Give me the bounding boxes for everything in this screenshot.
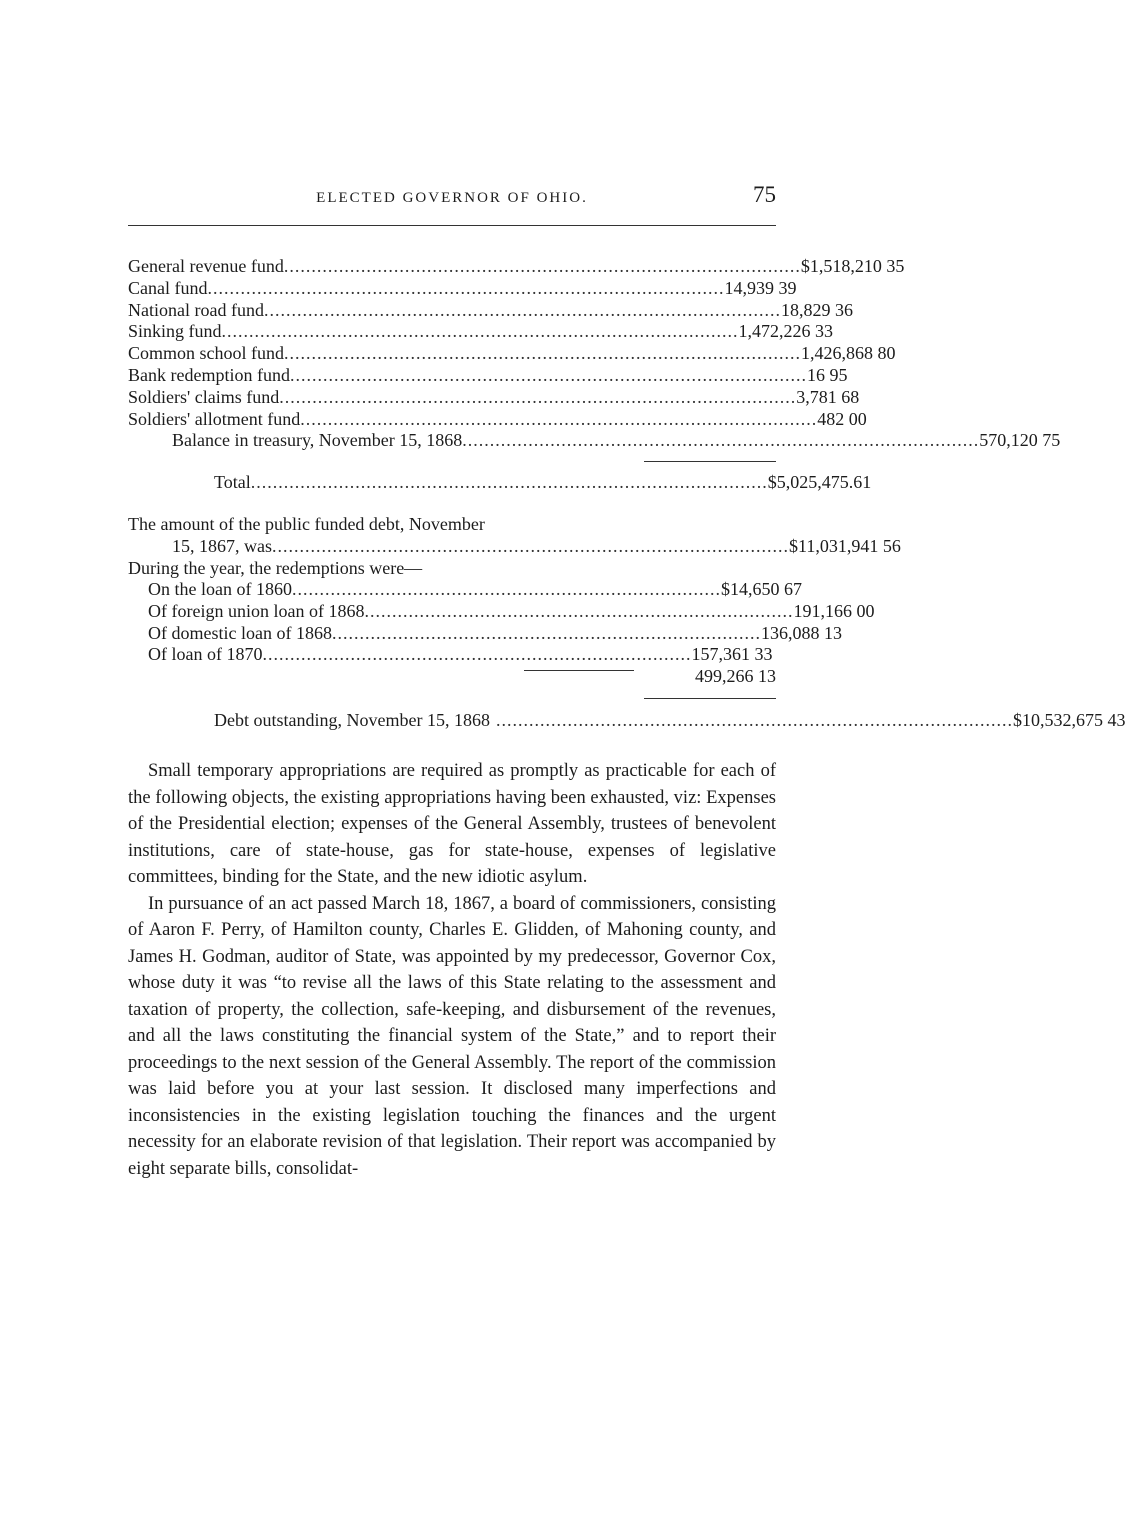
total-amount: $5,025,475.61 <box>767 472 872 492</box>
redemption-row <box>148 600 875 623</box>
ledger-row <box>128 256 905 278</box>
fund-label: Soldiers' allotment fund <box>128 408 301 429</box>
debt-intro-amount: $11,031,941 56 <box>789 535 901 556</box>
debt-intro-line <box>128 514 776 536</box>
leader-dots: .............................................................................................. <box>289 364 807 385</box>
fund-label: Common school fund <box>128 343 284 364</box>
redemption-amount: 191,166 00 <box>793 600 875 621</box>
redemption-row <box>148 579 802 601</box>
redemption-label: Of loan of 1870 <box>148 644 263 665</box>
fund-label: Balance in treasury, November 15, 1868 <box>172 430 463 451</box>
body-text <box>128 758 776 1182</box>
ledger-row <box>128 430 1061 452</box>
leader-dots: .............................................................................................. <box>284 343 801 364</box>
ledger-row <box>128 408 867 431</box>
redemption-label: Of foreign union loan of 1868 <box>148 600 365 621</box>
redemption-row <box>148 622 842 645</box>
fund-amount: 1,472,226 33 <box>738 321 834 342</box>
leader-dots: .............................................................................................. <box>250 472 768 492</box>
fund-label: General revenue fund <box>128 256 284 276</box>
redemption-label: Of domestic loan of 1868 <box>148 622 332 643</box>
ledger-row <box>128 364 848 387</box>
redemptions-list <box>148 579 875 666</box>
paragraph: Small temporary appropriations are required as promptly as practicable for each of the following objects, the existing appropriations having been exhausted, viz: Expenses of the Presidential election; expenses of the General Assembly, trustees of benevolent institutions, care of state-house, gas for state-house, expenses of legislative committees, binding for the State, and the new idiotic asylum. <box>128 761 776 887</box>
outstanding-amount: $10,532,675 43 <box>1012 710 1125 730</box>
leader-dots: .............................................................................. <box>364 600 794 621</box>
leader-dots: .............................................................................. <box>291 579 721 599</box>
fund-amount: 16 95 <box>806 364 848 385</box>
header-rule <box>128 225 776 226</box>
redemptions-heading <box>128 558 776 580</box>
fund-ledger <box>128 256 1061 452</box>
fund-amount: 570,120 75 <box>979 430 1061 451</box>
debt-sum-rule <box>644 698 776 699</box>
outstanding-label: Debt outstanding, November 15, 1868 <box>214 710 490 730</box>
debt-intro-text: The amount of the public funded debt, November <box>128 514 485 534</box>
redemption-label: On the loan of 1860 <box>148 579 292 599</box>
leader-dots: .............................................................................................. <box>263 299 781 320</box>
redemption-row <box>148 644 773 666</box>
fund-label: Bank redemption fund <box>128 364 290 385</box>
running-head: ELECTED GOVERNOR OF OHIO. <box>316 190 588 206</box>
leader-dots: .............................................................................................. <box>300 408 818 429</box>
ledger-row <box>128 321 834 343</box>
debt-intro-label: 15, 1867, was <box>172 535 272 556</box>
fund-amount: 1,426,868 80 <box>801 343 896 364</box>
debt-section <box>128 514 901 579</box>
redemption-amount: 136,088 13 <box>760 622 842 643</box>
leader-dots: .............................................................................................. <box>221 321 739 342</box>
fund-amount: 14,939 39 <box>724 277 797 298</box>
ledger-row <box>128 299 853 322</box>
ledger-row <box>128 343 896 365</box>
leader-dots: .............................................................................................. <box>283 256 801 276</box>
page-header <box>128 182 776 218</box>
ledger-row <box>128 277 797 300</box>
paragraph: In pursuance of an act passed March 18, 1867, a board of commissioners, consisting of Aaron F. Perry, of Hamilton county, Charles E. Glidden, of Mahoning county, and James H. Godman, auditor of State, was appointed by my predecessor, Governor Cox, whose duty it was “to revise all the laws of this State relating to the assessment and taxation of property, the collection, safe-keeping, and disbursement of the revenues, and all the laws constituting the financial system of the State,” and to report their proceedings to the next session of the General Assembly. The report of the commission was laid before you at your last session. It disclosed many imperfections and inconsistencies in the existing legislation touching the finances and the urgent necessity for an elaborate revision of that legislation. Their report was accompanied by eight separate bills, consolidat- <box>128 893 776 1179</box>
outstanding-row <box>214 710 1125 732</box>
fund-amount: 3,781 68 <box>796 386 860 407</box>
fund-label: Sinking fund <box>128 321 222 342</box>
fund-amount: 482 00 <box>817 408 867 429</box>
redemptions-rule <box>524 670 634 671</box>
leader-dots: .............................................................................. <box>262 644 692 665</box>
leader-dots: .............................................................................................. <box>495 710 1013 730</box>
redemption-amount: 157,361 33 <box>691 644 773 665</box>
fund-label: Soldiers' claims fund <box>128 386 280 407</box>
debt-intro-row <box>128 535 901 558</box>
total-row <box>214 472 872 494</box>
page-number: 75 <box>753 182 776 207</box>
leader-dots: .............................................................................................. <box>462 430 980 451</box>
leader-dots: .............................................................................................. <box>272 535 789 556</box>
total-label: Total <box>214 472 251 492</box>
redemptions-total: 499,266 13 <box>695 666 776 686</box>
sum-rule <box>644 461 776 462</box>
redemption-amount: $14,650 67 <box>720 579 802 599</box>
leader-dots: .............................................................................................. <box>207 277 725 298</box>
leader-dots: .............................................................................. <box>331 622 761 643</box>
leader-dots: .............................................................................................. <box>279 386 797 407</box>
fund-label: Canal fund <box>128 277 208 298</box>
fund-amount: 18,829 36 <box>780 299 853 320</box>
redemptions-heading-text: During the year, the redemptions were— <box>128 557 423 578</box>
ledger-row <box>128 386 860 409</box>
fund-amount: $1,518,210 35 <box>800 256 905 276</box>
fund-label: National road fund <box>128 299 264 320</box>
